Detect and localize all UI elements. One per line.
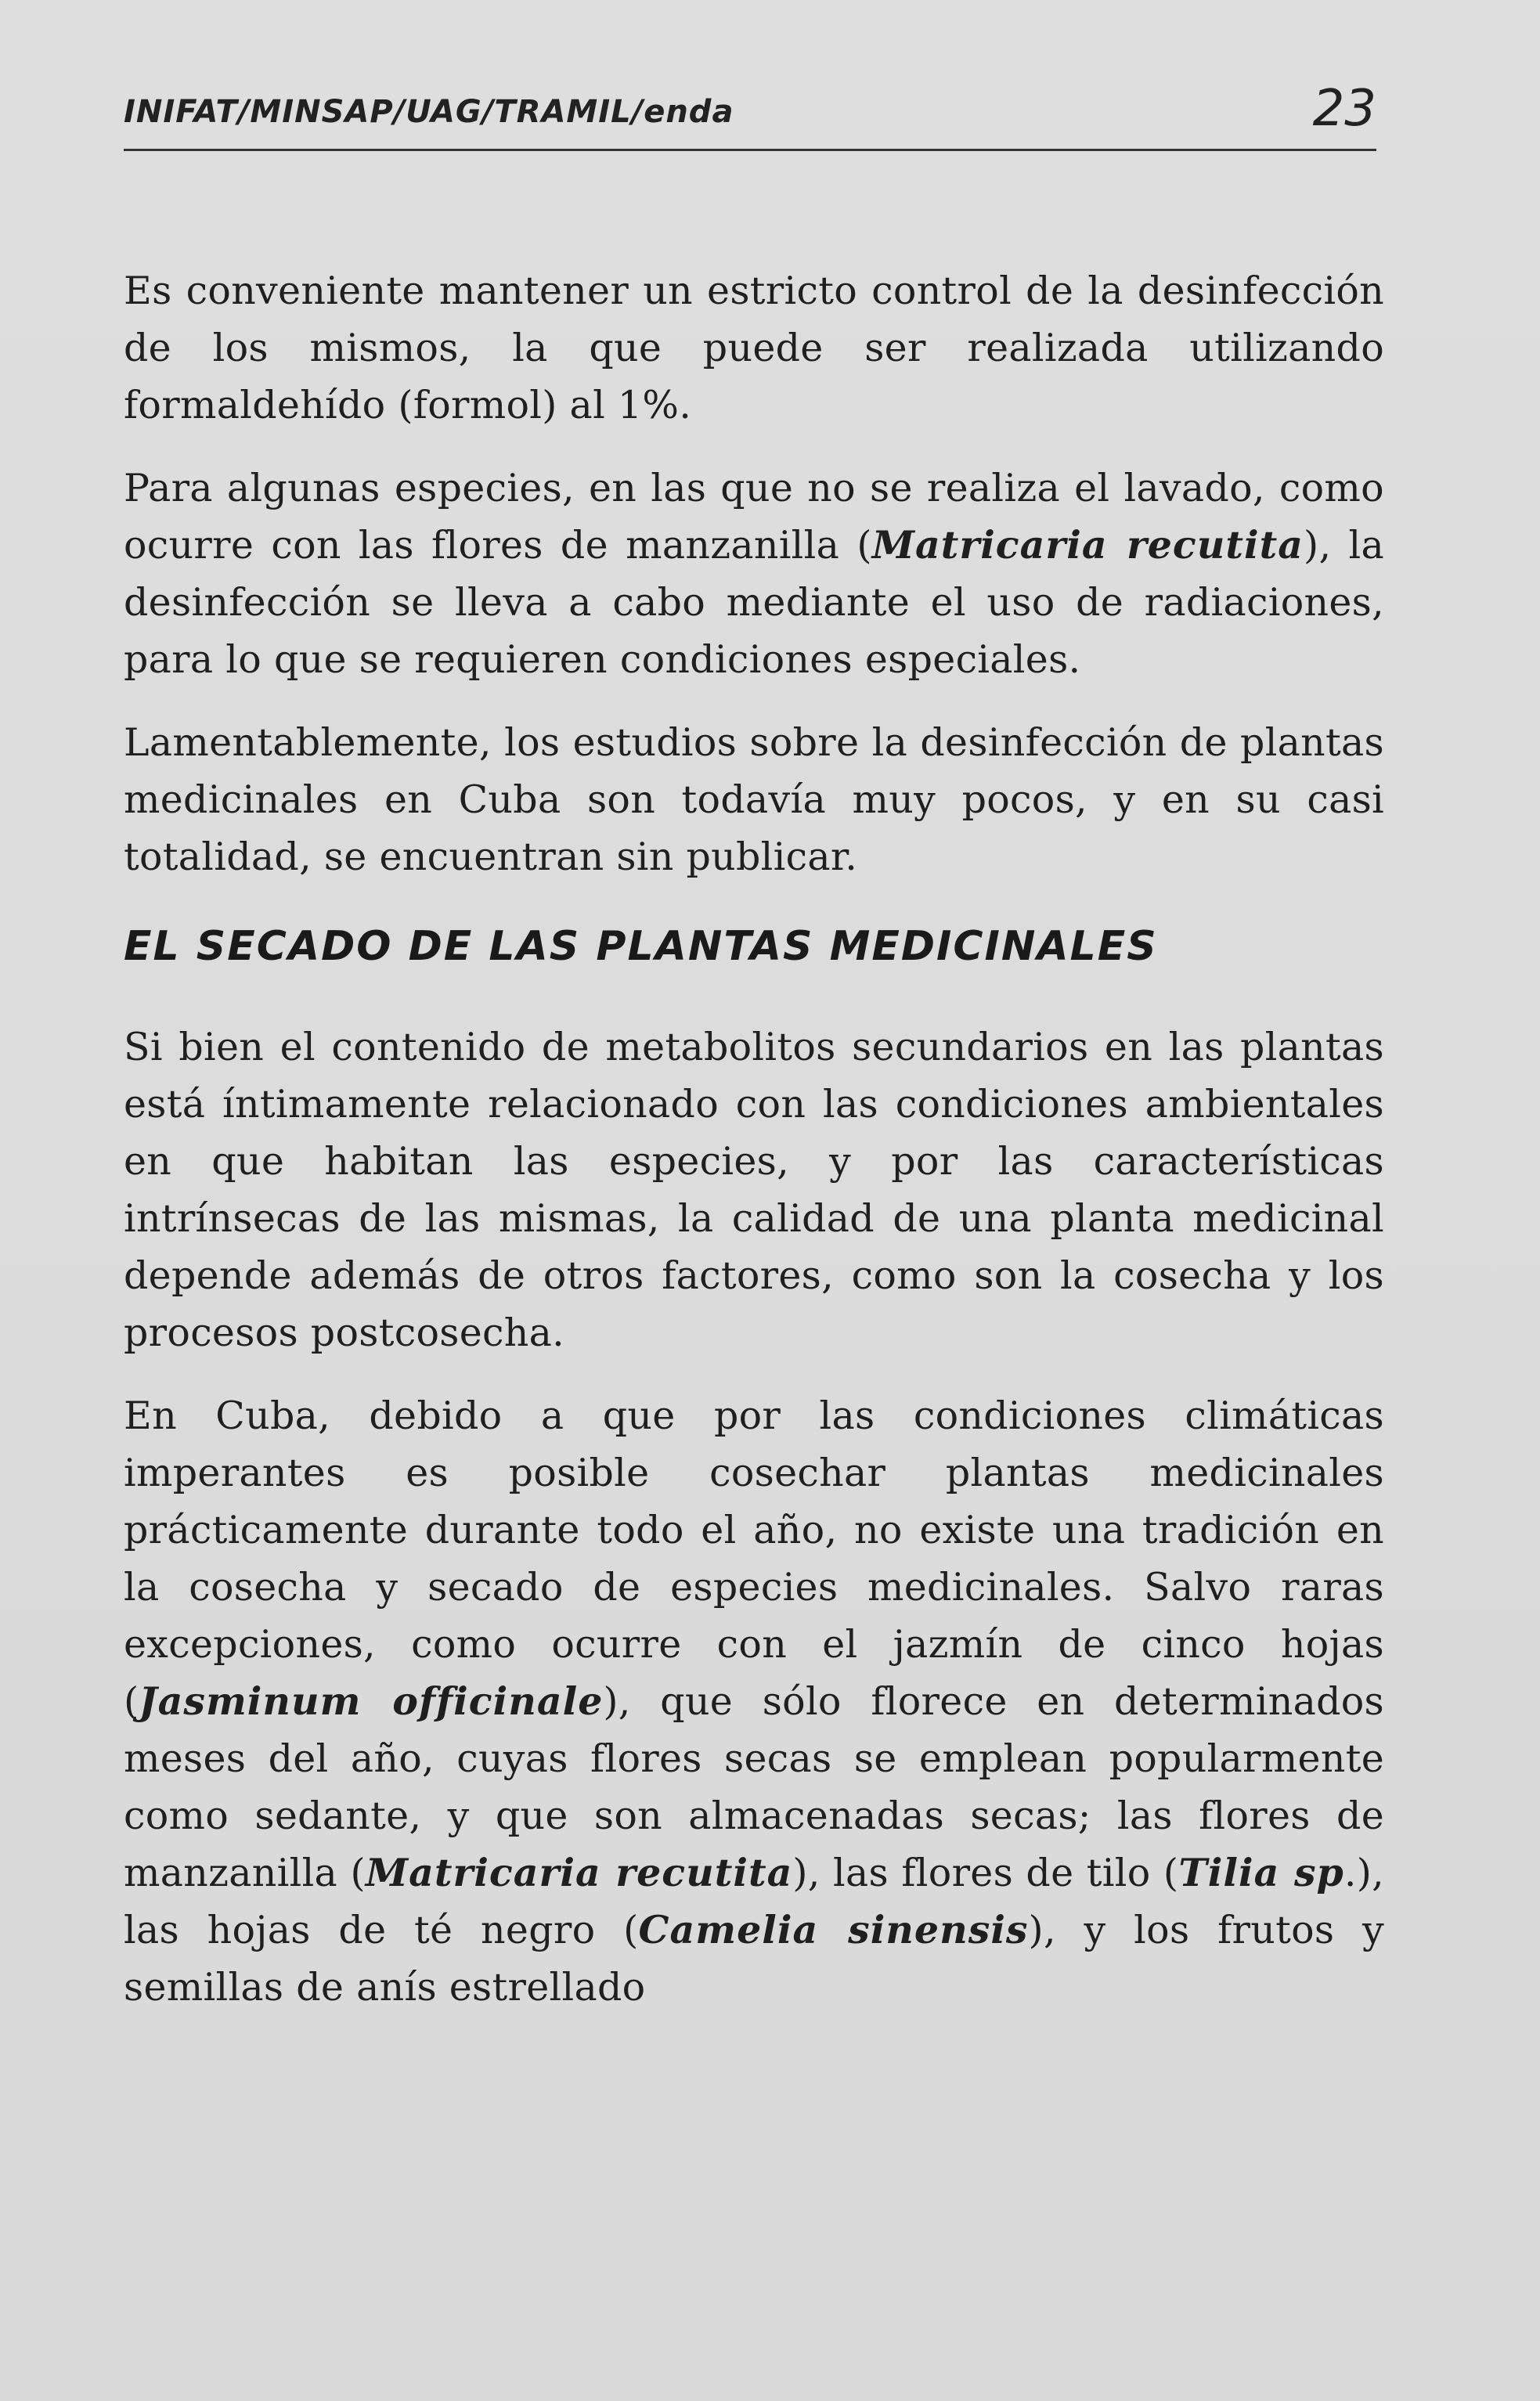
scientific-name: Matricaria recutita [871, 522, 1304, 568]
text-run: Para algunas especies, en las que no se realiza el lavado, como ocurre con las flores de manzanilla ( [124, 466, 1384, 568]
text-run: En Cuba, debido a que por las condiciones climáticas imperantes es posible cosechar plantas medicinales prácticamente durante todo el año, no existe una tradición en la cosecha y secado de especies medicinales. Salvo raras excepciones, como ocurre con el jazmín de cinco hojas ( [124, 1393, 1384, 1724]
text-run: ), y los frutos y semillas de anís estrellado [124, 1908, 1385, 2010]
scientific-name: Camelia sinensis [638, 1907, 1029, 1952]
paragraph-metabolites: Si bien el contenido de metabolitos secundarios en las plantas está íntimamente relacionado con las condiciones ambientales en que habitan las especies, y por las características intrínsecas de las mismas, la calidad de una planta medicinal depende además de otros factores, como son la cosecha y los procesos postcosecha. [124, 1025, 1384, 1355]
paragraph-disinfection-control: Es conveniente mantener un estricto control de la desinfección de los mismos, la que puede ser realizada utilizando formaldehído (formol) al 1%. [124, 269, 1384, 427]
text-run: ), las flores de tilo ( [792, 1851, 1179, 1895]
body-text [124, 262, 1384, 2042]
running-head: INIFAT/MINSAP/UAG/TRAMIL/enda [124, 94, 734, 130]
page-number: 23 [1312, 80, 1376, 138]
text-run: ), la desinfección se lleva a cabo mediante el uso de radiaciones, para lo que se requieren condiciones especiales. [124, 523, 1385, 682]
scientific-name: Tilia sp [1178, 1850, 1344, 1895]
scientific-name: Matricaria recutita [365, 1850, 793, 1895]
paragraph-radiation-disinfection [124, 460, 1384, 688]
paragraph-studies: Lamentablemente, los estudios sobre la desinfección de plantas medicinales en Cuba son todavía muy pocos, y en su casi totalidad, se encuentran sin publicar. [124, 720, 1384, 879]
page-header [124, 78, 1376, 157]
header-rule [124, 149, 1376, 151]
scientific-name: Jasminum officinale [139, 1678, 604, 1724]
text-run: .), las hojas de té negro ( [124, 1851, 1384, 1952]
text-run: ), que sólo florece en determinados meses del año, cuyas flores secas se emplean popularmente como sedante, y que son almacenadas secas; las flores de manzanilla ( [124, 1679, 1384, 1895]
paragraph-cuba-harvest [124, 1387, 1384, 2016]
section-heading: EL SECADO DE LAS PLANTAS MEDICINALES [124, 923, 1158, 970]
